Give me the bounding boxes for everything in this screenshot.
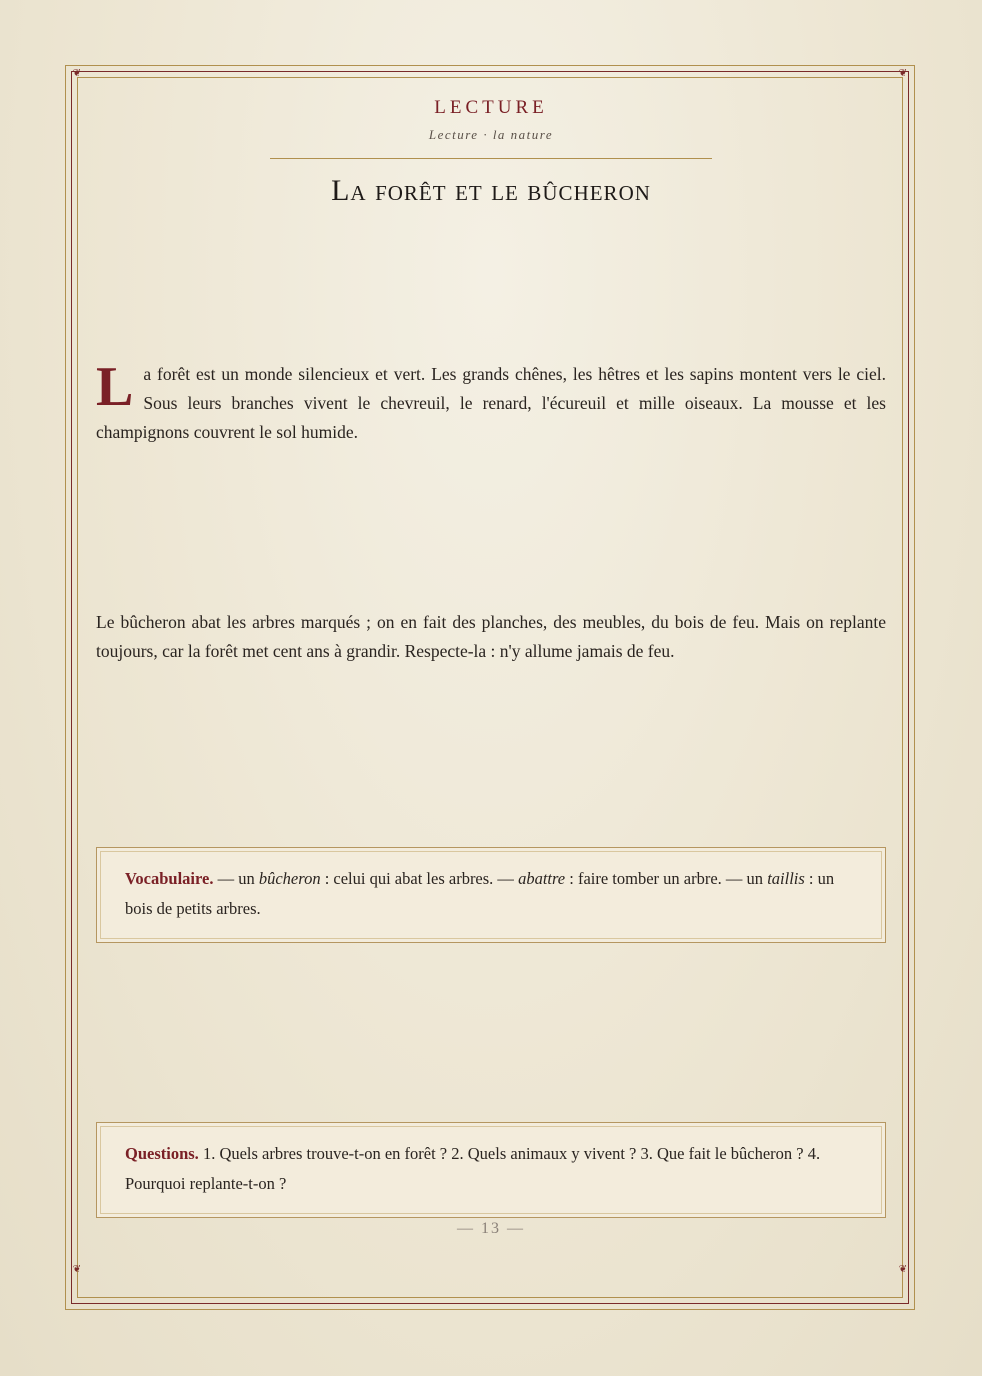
paragraph-forest-text: a forêt est un monde silencieux et vert. Les grands chênes, les hêtres et les sapins montent vers le ciel. Sous leurs branches vivent le chevreuil, le renard, l'écureuil et mille oiseaux. La mousse et les champignons couvrent le sol humide. [96,364,886,442]
ornament-bottom-left-icon: ❦ [72,1264,82,1275]
vocabulary-term: taillis [767,869,805,888]
vocabulary-term: abattre [518,869,566,888]
vocabulary-box [96,847,886,943]
vocabulary-text: — un [213,869,259,888]
vocabulary-text: : faire tomber un arbre. — un [565,869,768,888]
page-title: La forêt et le bûcheron [331,174,651,207]
page-number: — 13 — [457,1220,525,1237]
ornament-top-right-icon: ❦ [898,68,908,79]
vocabulary-label: Vocabulaire. [125,869,214,888]
vocabulary-term: bûcheron [258,869,321,888]
questions-text: 1. Quels arbres trouve-t-on en forêt ? 2. Quels animaux y vivent ? 3. Que fait le bûcheron ? 4. Pourquoi replante-t-on ? [125,1144,821,1193]
ornament-bottom-right-icon: ❦ [898,1264,908,1275]
drop-cap: L [96,356,134,418]
vocabulary-text: : celui qui abat les arbres. — [320,869,519,888]
paragraph-woodcutter: Le bûcheron abat les arbres marqués ; on en fait des planches, des meubles, du bois de feu. Mais on replante toujours, car la forêt met cent ans à grandir. Respecte-la : n'y allume jamais de feu. [96,612,886,661]
section-subtitle: Lecture · la nature [428,127,554,142]
section-kicker: LECTURE [434,97,548,118]
paragraph-forest [96,356,886,447]
page-border-inner [77,77,903,1298]
header-divider [270,158,712,159]
questions-box [96,1122,886,1218]
ornament-top-left-icon: ❦ [72,68,82,79]
vocabulary-text: : un bois de petits arbres. [125,869,835,918]
questions-label: Questions. [125,1144,199,1163]
